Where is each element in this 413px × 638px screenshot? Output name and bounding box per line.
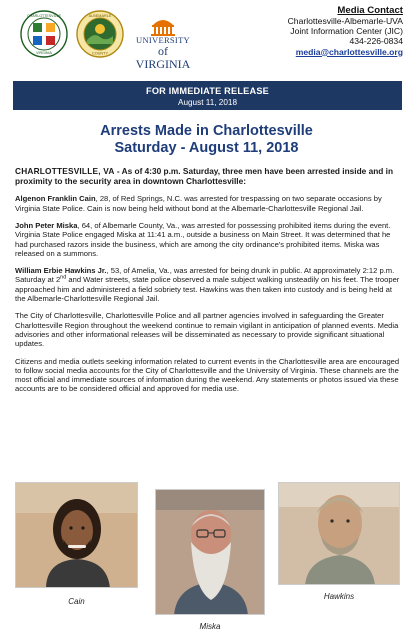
press-release-body: [15, 166, 401, 402]
seal-albemarle-county-icon: [76, 10, 124, 58]
media-contact-phone: 434-226-0834: [349, 36, 403, 47]
arrestee-name-cain: Algenon Franklin Cain: [15, 194, 96, 204]
svg-text:VIRGINIA: VIRGINIA: [36, 51, 52, 55]
media-contact-line2: Joint Information Center (JIC): [290, 26, 403, 37]
media-contact: [288, 5, 403, 57]
caption-miska: Miska: [199, 622, 221, 631]
caption-hawkins: Hawkins: [323, 592, 355, 601]
paragraph-cain: [15, 194, 401, 213]
paragraph-miska: [15, 221, 401, 258]
uva-line1: UNIVERSITY: [136, 35, 190, 45]
university-of-virginia-logo: [132, 14, 194, 71]
mugshot-miska: [155, 489, 265, 615]
svg-text:CHARLOTTESVILLE: CHARLOTTESVILLE: [27, 14, 61, 18]
release-banner: [13, 81, 402, 110]
release-date: August 11, 2018: [177, 98, 238, 107]
mugshot-hawkins: [278, 482, 400, 585]
paragraph-miska-text: , 64, of Albemarle County, Va., was arrested for possessing prohibited items during the event. Virginia State Police engaged Miska at 11:41 a.m., outside a business on Main Street. It was determined that he had purchased razors inside the business, which are among the city ordinance's prohibited items. Miska was released on a summons.: [15, 221, 391, 258]
media-contact-line1: Charlottesville-Albemarle-UVA: [287, 16, 403, 26]
paragraph-hawkins-text-b: and Water streets, state police observed a male subject walking unsteadily on his feet. The trooper approached him and administered a field sobriety test. Hawkins was then taken into custody and is being held at the Albemarle-Charlottesville Regional Jail.: [15, 275, 400, 304]
portrait-miska-image: [156, 490, 265, 615]
portrait-hawkins-image: [279, 483, 400, 585]
rotunda-icon: [132, 14, 194, 36]
svg-text:COUNTY: COUNTY: [91, 51, 109, 56]
paragraph-hawkins-text-a: , 53, of Amelia, Va., was arrested for being drunk in public. At approximately 2:12 p.m. Saturday at 2: [15, 266, 395, 285]
headline-line1: Arrests Made in Charlottesville: [100, 123, 313, 139]
uva-line2: of VIRGINIA: [135, 43, 191, 71]
ordinal-suffix: nd: [60, 274, 67, 281]
portrait-cain-image: [16, 483, 138, 588]
headline: [0, 123, 413, 157]
caption-cain: Cain: [68, 597, 85, 606]
paragraph-cain-text: , 28, of Red Springs, N.C. was arrested for trespassing on two separate occasions by Virginia State Police. Cain is now being held without bond at the Albemarle-Charlottesville Regional Jail.: [15, 194, 382, 213]
lead-text: - As of 4:30 p.m. Saturday, three men have been arrested inside and in proximity to the security area in downtown Charlottesville:: [15, 166, 394, 187]
arrestee-name-hawkins: William Erbie Hawkins Jr.: [15, 266, 107, 276]
paragraph-hawkins: [15, 266, 401, 303]
paragraph-agencies: The City of Charlottesville, Charlottesville Police and all partner agencies involved in safeguarding the Greater Charlottesville Region throughout the weekend continue to remain vigilant in anticipation of planned events. Media advisories and other informational releases will be disseminated as necessary to provide significant situational updates.: [15, 311, 399, 349]
media-contact-email-link[interactable]: media@charlottesville.org: [295, 46, 403, 57]
svg-text:ALBEMARLE: ALBEMARLE: [88, 14, 112, 18]
header: [0, 0, 413, 78]
mugshot-cain: [15, 482, 138, 588]
dateline: CHARLOTTESVILLE, VA: [15, 166, 115, 176]
paragraph-social-media: Citizens and media outlets seeking information related to current events in the Charlottesville area are encouraged to follow social media accounts for the City of Charlottesville and the University of Virginia. These channels are the most official and immediate sources of information during the weekend. Any statements or photos issued via these accounts are to be considered official and approved for media use.: [15, 356, 400, 394]
lead-paragraph: [15, 166, 401, 186]
release-label: FOR IMMEDIATE RELEASE: [146, 86, 269, 96]
arrestee-name-miska: John Peter Miska: [15, 221, 78, 230]
seal-charlottesville-icon: [20, 10, 68, 58]
media-contact-title: Media Contact: [337, 5, 403, 16]
headline-line2: Saturday - August 11, 2018: [114, 140, 299, 156]
